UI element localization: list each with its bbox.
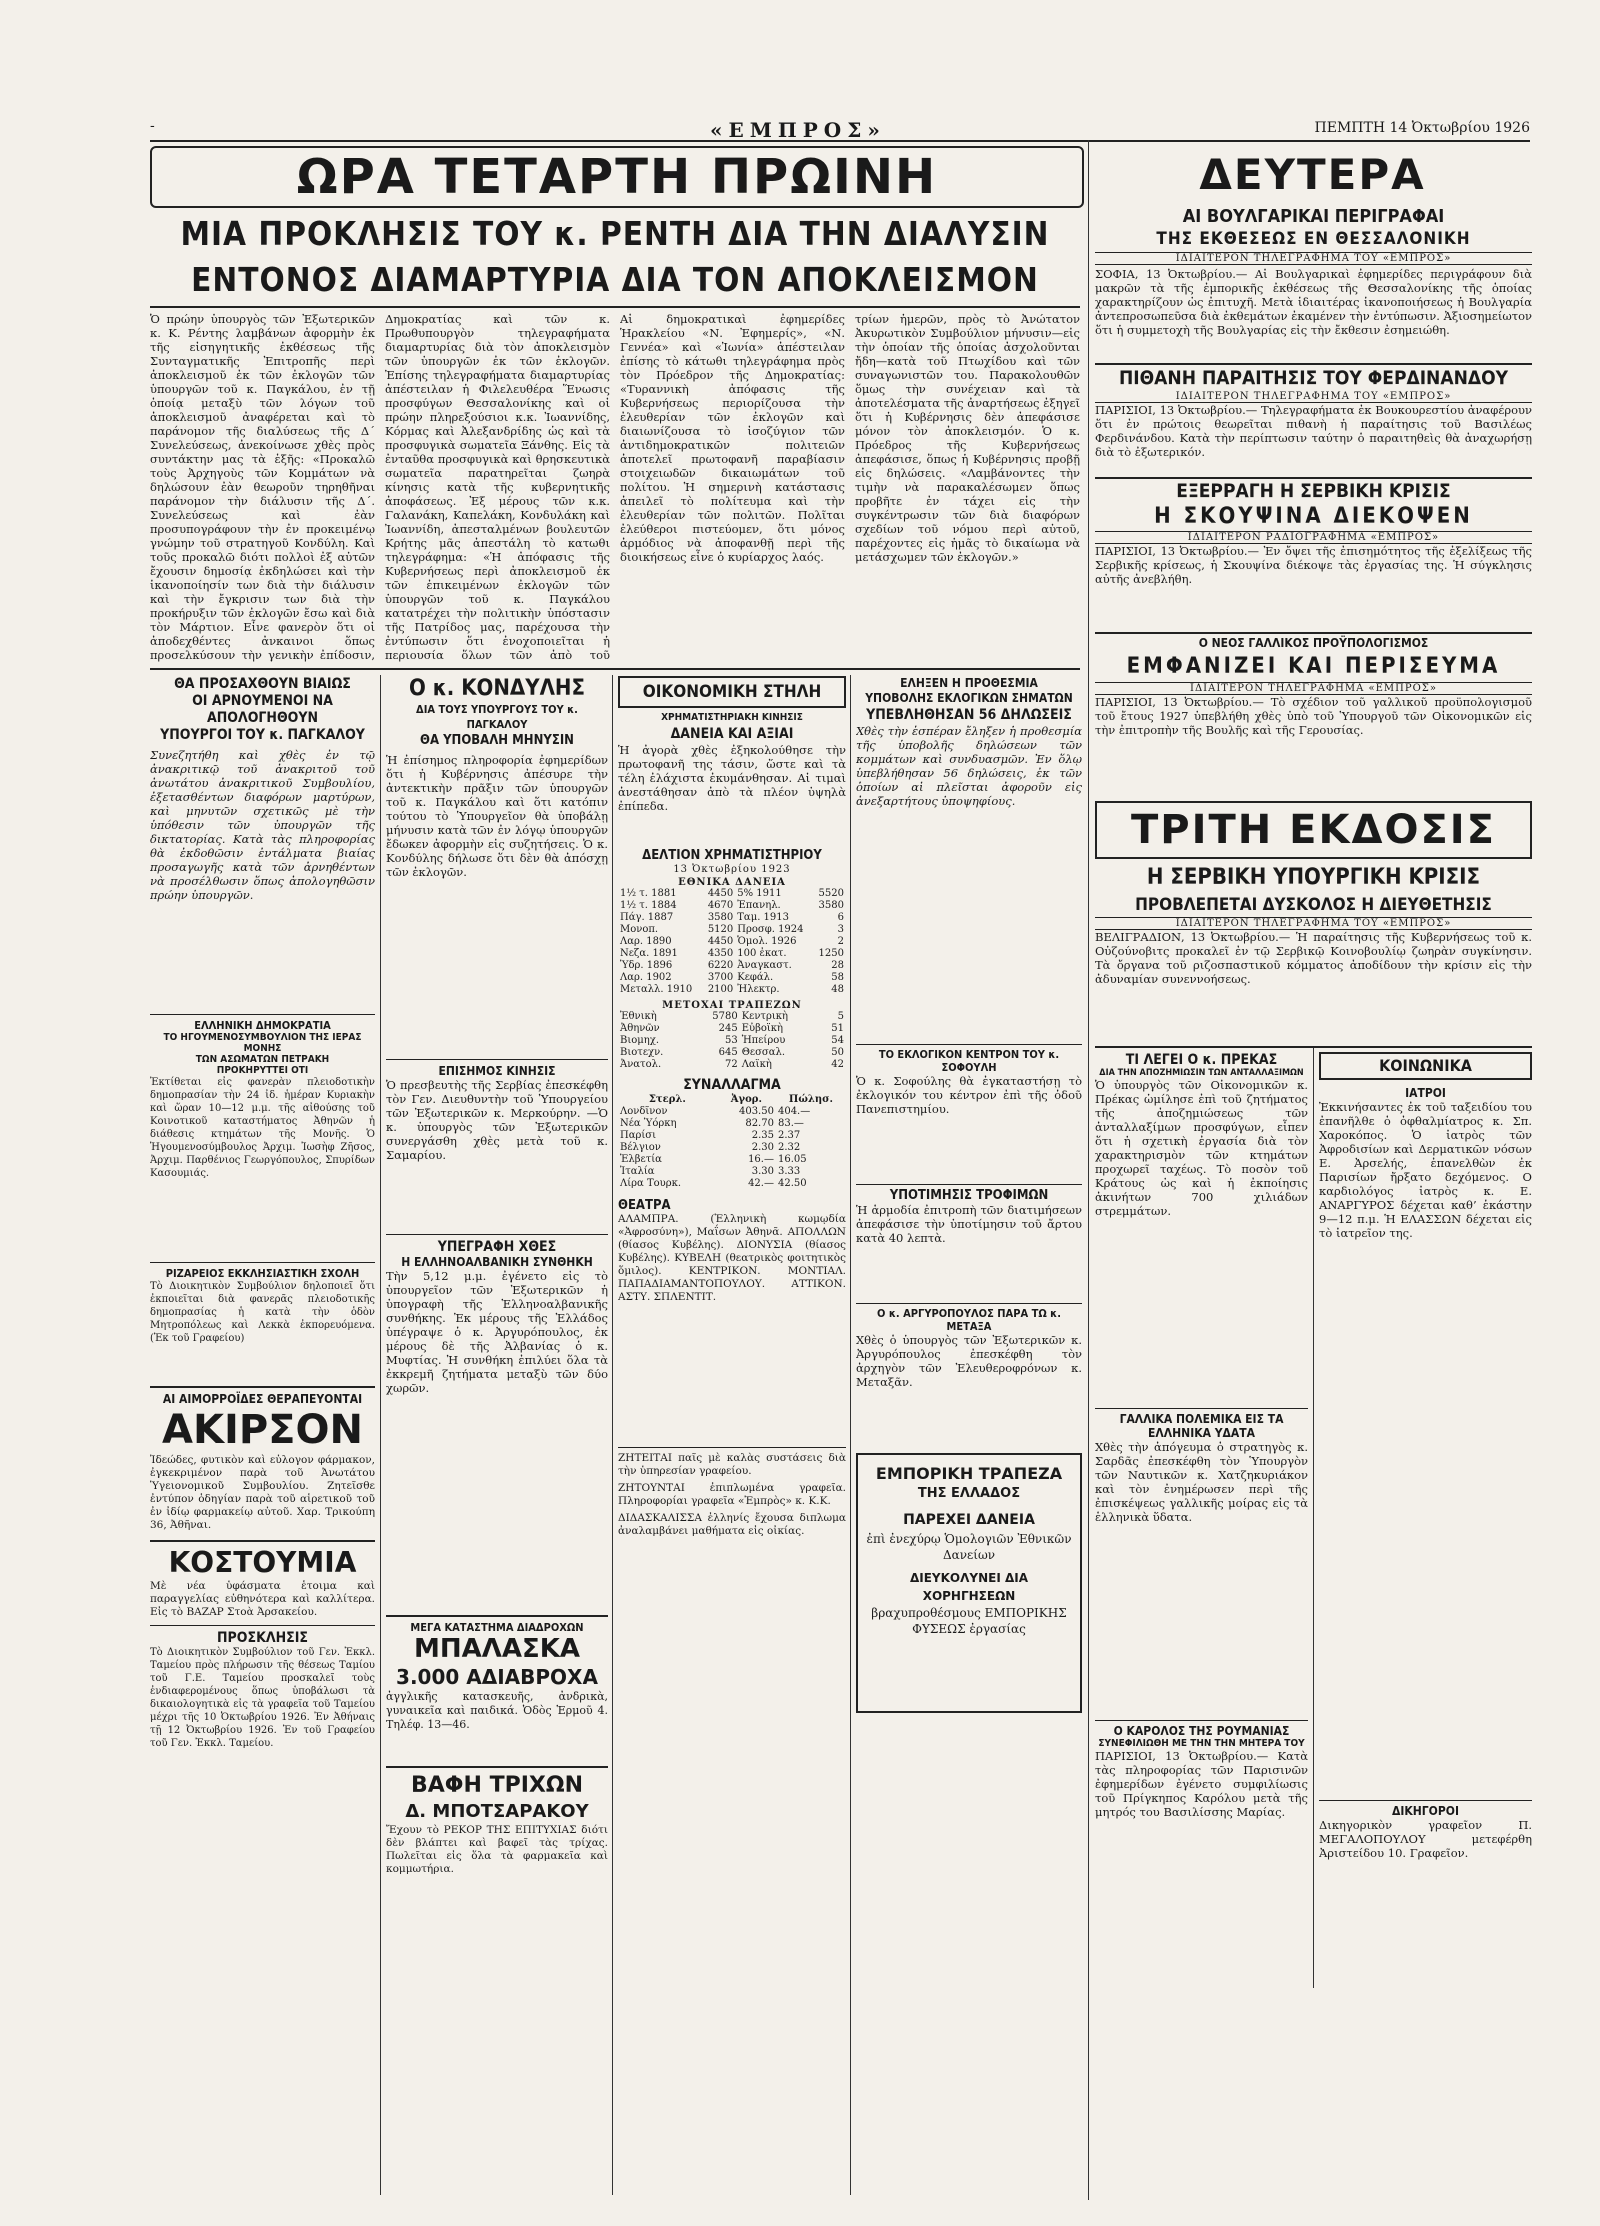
loan-row-cell: 100 ἐκατ. bbox=[737, 948, 787, 959]
share-row-cell: Θεσσαλ. bbox=[741, 1047, 786, 1058]
monastery-headline-2: ΤΟ ΗΓΟΥΜΕΝΟΣΥΜΒΟΥΛΙΟΝ ΤΗΣ ΙΕΡΑΣ ΜΟΝΗΣ bbox=[163, 1032, 362, 1054]
lawyers-text: Δικηγορικὸν γραφεῖον Π. ΜΕΓΑΛΟΠΟΥΛΟΥ μετεφέρθη Ἀριστείδου 10. Γραφεῖον. bbox=[1319, 1818, 1532, 1860]
serbian-difficult-headline: ΠΡΟΒΛΕΠΕΤΑΙ ΔΥΣΚΟΛΟΣ Η ΔΙΕΥΘΕΤΗΣΙΣ bbox=[1135, 895, 1492, 915]
deadline-text: Χθὲς τὴν ἑσπέραν ἔληξεν ἡ προθεσμία τῆς ὑποβολῆς δηλώσεων τῶν κομμάτων καὶ συνδυασμῶν. Ἐν ὅλῳ ὑπεβλήθησαν 56 δηλώσεις, ἐκ τῶν ὁποίων αἱ πλεῖσται ἀφοροῦν εἰς ἀνεξαρτήτους ὑποψηφίους. bbox=[856, 724, 1082, 808]
lead-bottom-rule bbox=[150, 668, 1080, 670]
loan-row bbox=[618, 948, 846, 960]
sofoulis-headline: ΤΟ ΕΚΛΟΓΙΚΟΝ ΚΕΝΤΡΟΝ ΤΟΥ κ. ΣΟΦΟΥΛΗ bbox=[856, 1044, 1082, 1074]
column-4-lower bbox=[856, 676, 1082, 2196]
bank-name-1: ΕΜΠΟΡΙΚΗ ΤΡΑΠΕΖΑ bbox=[875, 1464, 1063, 1483]
skupstina-headline: Η ΣΚΟΥΨΙΝΑ ΔΙΕΚΟΨΕΝ bbox=[1154, 504, 1473, 529]
loan-row-cell: 4350 bbox=[707, 948, 734, 959]
economics-text: Ἡ ἀγορὰ χθὲς ἐξηκολούθησε τὴν πρωτοφανῆ της τάσιν, ὥστε καὶ τὰ τέλη ἐλάχιστα ἐκυμάνθησαν. Αἱ τιμαὶ ἀνεστάθησαν ἀπὸ τὰ πλέον ὑψηλὰ ἐπίπεδα. bbox=[618, 743, 846, 813]
fx-row bbox=[618, 1154, 846, 1166]
loan-row bbox=[618, 912, 846, 924]
prekas-column bbox=[1095, 1052, 1308, 1982]
loan-row-cell: Λαρ. 1902 bbox=[620, 972, 672, 983]
kostoumia-text: Μὲ νέα ὑφάσματα ἑτοιμα καὶ παραγγελίας εὐθηνότερα καὶ καλλίτερα. Εἰς τὸ ΒΑΖΑΡ Στοὰ Ἀρσακείου. bbox=[150, 1580, 375, 1618]
fx-row-cell: 42.50 bbox=[777, 1178, 807, 1189]
serbian-crisis-headline: ΕΞΕΡΡΑΓΗ Η ΣΕΡΒΙΚΗ ΚΡΙΣΙΣ bbox=[1095, 477, 1532, 503]
third-edition-banner: ΤΡΙΤΗ ΕΚΔΟΣΙΣ bbox=[1095, 801, 1532, 859]
national-loans-table bbox=[618, 888, 846, 996]
second-edition-banner: ΔΕΥΤΕΡΑ bbox=[1199, 150, 1426, 199]
ferdinand-headline: ΠΙΘΑΝΗ ΠΑΡΑΙΤΗΣΙΣ ΤΟΥ ΦΕΡΔΙΝΑΝΔΟΥ bbox=[1095, 363, 1532, 391]
main-banner: ΩΡΑ ΤΕΤΑΡΤΗ ΠΡΩΙΝΗ bbox=[150, 146, 1084, 208]
share-row-cell: Ἀνατολ. bbox=[620, 1059, 662, 1070]
violence-text: Συνεζητήθη καὶ χθὲς ἐν τῷ ἀνακριτικῷ τοῦ ἀνακριτοῦ τοῦ ἀνωτάτου ἀνακριτικοῦ Συμβουλίου, ἐξετασθέντων διαφόρων μαρτύρων, καὶ μηνυτῶν σχετικῶς μὲ τὴν ὑπόθεσιν τῶν ὑπουργῶν τῆς δικτατορίας. Κατὰ τὰς πληροφορίας θὰ ἐκδοθῶσιν ἐντάλματα βιαίας προσαγωγῆς κατὰ τῶν ἀρνηθέντων νὰ προσέλθωσιν ὅπως ἀπολογηθῶσιν πρώην ὑπουργῶν. bbox=[150, 748, 375, 902]
share-row-cell: 51 bbox=[831, 1023, 844, 1034]
fx-row-cell: 3.30 bbox=[751, 1166, 774, 1177]
prekas-subheading: ΔΙΑ ΤΗΝ ΑΠΟΖΗΜΙΩΣΙΝ ΤΩΝ ΑΝΤΑΛΛΑΞΙΜΩΝ bbox=[1099, 1068, 1304, 1078]
right-lower-block bbox=[1095, 1046, 1532, 1988]
share-row-cell: 645 bbox=[718, 1047, 738, 1058]
share-row-cell: 245 bbox=[718, 1023, 738, 1034]
loan-row-cell: 58 bbox=[831, 972, 844, 983]
right-column bbox=[1095, 206, 1532, 2196]
share-row-cell: 5780 bbox=[712, 1011, 738, 1022]
treaty-headline-1: ΥΠΕΓΡΑΦΗ ΧΘΕΣ bbox=[437, 1239, 557, 1255]
fx-row-cell: 16.— bbox=[748, 1154, 774, 1165]
lead-headline-1: ΜΙΑ ΠΡΟΚΛΗΣΙΣ ΤΟΥ κ. ΡΕΝΤΗ ΔΙΑ ΤΗΝ ΔΙΑΛΥΣΙΝ bbox=[180, 214, 1050, 253]
fx-row bbox=[618, 1106, 846, 1118]
fx-row-cell: 83.— bbox=[777, 1118, 804, 1129]
classifieds bbox=[618, 1447, 846, 1538]
skupstina-source: ΙΔΙΑΙΤΕΡΟΝ ΡΑΔΙΟΓΡΑΦΗΜΑ «ΕΜΠΡΟΣ» bbox=[1095, 531, 1532, 544]
loan-row-cell: 4670 bbox=[707, 900, 734, 911]
bulgarian-headline-2: ΤΗΣ ΕΚΘΕΣΕΩΣ ΕΝ ΘΕΣΣΑΛΟΝΙΚΗ bbox=[1156, 229, 1471, 249]
social-column bbox=[1319, 1052, 1532, 1982]
official-movement-headline: ΕΠΙΣΗΜΟΣ ΚΙΝΗΣΙΣ bbox=[438, 1064, 556, 1078]
loan-row bbox=[618, 984, 846, 996]
loan-row-cell: Ὁμολ. 1926 bbox=[737, 936, 797, 947]
deadline-headline-1: ΕΛΗΞΕΝ Η ΠΡΟΘΕΣΜΙΑ bbox=[900, 676, 1038, 690]
column-3-economics bbox=[618, 676, 846, 2196]
french-budget-headline-1: Ο ΝΕΟΣ ΓΑΛΛΙΚΟΣ ΠΡΟΫΠΟΛΟΓΙΣΜΟΣ bbox=[1095, 632, 1532, 652]
monastery-headline-4: ΠΡΟΚΗΡΥΤΤΕΙ ΟΤΙ bbox=[216, 1065, 309, 1076]
koinonika-title: ΚΟΙΝΩΝΙΚΑ bbox=[1319, 1052, 1532, 1080]
right-inner-rule bbox=[1313, 1048, 1314, 1988]
treaty-article bbox=[386, 1234, 608, 1609]
kostoumia-headline: ΚΟΣΤΟΥΜΙΑ bbox=[168, 1546, 357, 1579]
kondylis-headline-1: Ο κ. ΚΟΝΔΥΛΗΣ bbox=[409, 676, 585, 701]
bank-offer: ΠΑΡΕΧΕΙ ΔΑΝΕΙΑ bbox=[903, 1512, 1035, 1528]
lead-rule bbox=[150, 306, 1080, 308]
fx-row bbox=[618, 1130, 846, 1142]
loan-row bbox=[618, 900, 846, 912]
theatres-title: ΘΕΑΤΡΑ bbox=[618, 1198, 671, 1213]
prosklisis-notice bbox=[150, 1625, 375, 1806]
loan-row-cell: 3580 bbox=[818, 900, 844, 911]
carol-headline: Ο ΚΑΡΟΛΟΣ ΤΗΣ ΡΟΥΜΑΝΙΑΣ bbox=[1095, 1720, 1308, 1738]
fx-row-cell: Ἰταλία bbox=[620, 1166, 655, 1177]
violence-headline-1: ΘΑ ΠΡΟΣΑΧΘΟΥΝ ΒΙΑΙΩΣ bbox=[174, 676, 351, 692]
loan-row-cell: Μεταλλ. 1910 bbox=[620, 984, 693, 995]
loan-row-cell: Λαρ. 1890 bbox=[620, 936, 672, 947]
commercial-bank-ad bbox=[856, 1453, 1082, 1713]
loan-row-cell: 48 bbox=[831, 984, 844, 995]
loan-row-cell: 3580 bbox=[707, 912, 734, 923]
loan-row-cell: 5520 bbox=[818, 888, 844, 899]
bulgarian-source: ΙΔΙΑΙΤΕΡΟΝ ΤΗΛΕΓΡΑΦΗΜΑ ΤΟΥ «ΕΜΠΡΟΣ» bbox=[1095, 252, 1532, 265]
share-row bbox=[618, 1059, 846, 1071]
fx-header-cell: Πώλησ. bbox=[788, 1094, 834, 1105]
french-budget-source: ΙΔΙΑΙΤΕΡΟΝ ΤΗΛΕΓΡΑΦΗΜΑ «ΕΜΠΡΟΣ» bbox=[1095, 682, 1532, 695]
theatres-text: ΑΛΑΜΠΡΑ. (Ἑλληνικὴ κωμῳδία «Ἀφροσύνη»), Μαΐσων Ἀθηνᾶ. ΑΠΟΛΛΩΝ (θίασος Κυβέλης). ΔΙΟΝΥΣΙΑ (θίασος Κυβέλης). ΚΥΒΕΛΗ (θεατρικὸς φοιτητικὸς ὅμιλος). ΚΕΝΤΡΙΚΟΝ. ΜΟΝΤΙΑΛ. ΠΑΠΑΔΙΑΜΑΝΤΟΠΟΥΛΟΥ. ΑΤΤΙΚΟΝ. ΑΣΤΥ. ΣΠΛΕΝΤΙΤ. bbox=[618, 1213, 846, 1303]
share-row-cell: 42 bbox=[831, 1059, 844, 1070]
classified-2: ΖΗΤΟΥΝΤΑΙ ἐπιπλωμένα γραφεῖα. Πληροφορίαι γραφεῖα «Ἐμπρὸς» κ. Κ.Κ. bbox=[618, 1482, 846, 1507]
loan-row bbox=[618, 936, 846, 948]
loan-row-cell: 6 bbox=[837, 912, 844, 923]
hair-dye-ad bbox=[386, 1766, 608, 1904]
fx-header-cell: Ἀγορ. bbox=[730, 1094, 762, 1105]
fx-row bbox=[618, 1142, 846, 1154]
bulgarian-text: ΣΟΦΙΑ, 13 Ὀκτωβρίου.— Αἱ Βουλγαρικαὶ ἐφημερίδες περιγράφουν διὰ μακρῶν τὰ τῆς ἐμπορικῆς ἐκθέσεως τῆς Θεσσαλονίκης τῆς ὁποίας χαρακτηρίζουν ὡς ἐπιτυχῆ. Μετὰ ἱδιαιτέρας ἱκανοποιήσεως ἡ Βουλγαρία ἀντεπροσωπεῦσα διὰ ἐκθεμάτων ἐκαμένεν τὴν ἐντύπωσιν. Ἀξιοσημείωτον ὅτι ἡ συμμετοχὴ τῆς Βουλγαρίας εἰς τὴν ἔκθεσιν ἐσημειώθη. bbox=[1095, 267, 1532, 337]
ferdinand-source: ΙΔΙΑΙΤΕΡΟΝ ΤΗΛΕΓΡΑΦΗΜΑ ΤΟΥ «ΕΜΠΡΟΣ» bbox=[1095, 391, 1532, 403]
bulgarian-headline-1: ΑΙ ΒΟΥΛΓΑΡΙΚΑΙ ΠΕΡΙΓΡΑΦΑΙ bbox=[1182, 206, 1445, 227]
share-row bbox=[618, 1047, 846, 1059]
share-row-cell: Εὐβοϊκὴ bbox=[741, 1023, 784, 1034]
prekas-text: Ὁ ὑπουργὸς τῶν Οἰκονομικῶν κ. Πρέκας ὡμίλησε ἐπὶ τοῦ ζητήματος τῆς ἀποζημιώσεως τῶν ἀνταλλαξίμων προσφύγων, εἶπεν ὅτι ἡ σχετικὴ ἐργασία διὰ τὸν χαρακτηρισμὸν τῶν κτημάτων προχωρεῖ ταχέως. Τὸ ποσὸν τοῦ Κράτους ὡς καὶ ἡ ἐκποίησις ἀκινήτων 700 χιλιάδων στρεμμάτων. bbox=[1095, 1078, 1308, 1218]
doctors-text: Ἐκκινήσαντες ἐκ τοῦ ταξειδίου του ἐπανῆλθε ὁ ὀφθαλμίατρος κ. Σπ. Χαροκόπος. Ὁ ἰατρὸς τῶν Ἀφροδισίων καὶ Δερματικῶν νόσων Ε. Ἀρσελής, ἐπανελθὼν ἐκ Παρισίων ἤρξατο δεχόμενος. Ο καρδιολόγος ἰατρὸς κ. Ε. ΑΝΑΡΓΥΡΟΣ δέχεται καθ’ ἑκάστην 9—12 π.μ. Ἡ ΕΛΑΣΣΩΝ δέχεται εἰς τὸ ἰατρεῖον της. bbox=[1319, 1100, 1532, 1240]
loan-row-cell: Νεζα. 1891 bbox=[620, 948, 678, 959]
loan-row-cell: 3700 bbox=[707, 972, 734, 983]
bank-shares-table bbox=[618, 1011, 846, 1071]
classified-1: ΖΗΤΕΙΤΑΙ παῖς μὲ καλὰς συστάσεις διὰ τὴν ὑπηρεσίαν γραφείου. bbox=[618, 1452, 846, 1477]
official-movement-text: Ὁ πρεσβευτὴς τῆς Σερβίας ἐπεσκέφθη τὸν Γεν. Διευθυντὴν τοῦ Ὑπουργείου τῶν Ἐξωτερικῶν κ. Μερκούρην. —Ὁ κ. ὑπουργὸς τῶν Ἐξωτερικῶν συνεργάσθη χθὲς μετὰ τοῦ κ. Σαμαρίου. bbox=[386, 1078, 608, 1162]
bank-shares-title: ΜΕΤΟΧΑΙ ΤΡΑΠΕΖΩΝ bbox=[662, 1000, 802, 1011]
lead-column-4: τρίων ἡμερῶν, πρὸς τὸ Ἀνώτατον Ἀκυρωτικὸν Συμβούλιον μήνυσιν—εἰς τὴν ὁποίαν τῆς ὁποίας ἀσχολοῦνται ἤδη—κατὰ τοῦ Πτωχίδου καὶ τῶν συναγωνιστῶν του. Παρακολουθῶν ὅμως τὴν συνέχειαν καὶ τὰ ἀποτελέσματα τῆς ἀναρτήσεως ἐξηγεῖ ὅτι ἡ Κυβέρνησις δὲν ἀπεφάσισε μόνον τὸν ἀποκλεισμόν. Ὁ κ. Πρόεδρος τῆς Κυβερνήσεως ἀπεφάσισε, ὅπως ἡ Κυβέρνησις προβῇ εἰς δηλώσεις. «Λαμβάνοντες τὴν τιμὴν νὰ παρακαλέσωμεν ὅπως προβῆτε ἐν τάχει εἰς τὴν συγκέντρωσιν τῶν διὰ διαφόρων σχεδίων τοῦ νόμου περὶ αὐτοῦ, παρέχοντες εἰς ἡμᾶς τὸ δικαίωμα νὰ μετάσχωμεν τῶν ἐκλογῶν.» bbox=[855, 312, 1080, 564]
prosklisis-text: Τὸ Διοικητικὸν Συμβούλιον τοῦ Γεν. Ἐκκλ. Ταμείου πρὸς πλήρωσιν τῆς θέσεως Ταμίου τοῦ Γ.Ε. Ταμείου προσκαλεῖ τοὺς ἐνδιαφερομένους ὅπως ὑποβάλωσι τὰ δικαιολογητικὰ εἰς τὰ γραφεῖα τοῦ Ταμείου μέχρι τῆς 10 Ὀκτωβρίου 1926. Ἐν Ἀθήναις τῇ 12 Ὀκτωβρίου 1926. Ἐν τοῦ Γραφείου τοῦ Γεν. Ἐκκλ. Ταμείου. bbox=[150, 1647, 375, 1749]
share-row-cell: Λαϊκὴ bbox=[741, 1059, 772, 1070]
bank-short-term: βραχυπροθέσμους ΕΜΠΟΡΙΚΗΣ ΦΥΣΕΩΣ ἐργασίας bbox=[871, 1606, 1067, 1636]
loan-row-cell: 2 bbox=[837, 936, 844, 947]
loan-row bbox=[618, 960, 846, 972]
prekas-headline: ΤΙ ΛΕΓΕΙ Ο κ. ΠΡΕΚΑΣ bbox=[1125, 1052, 1278, 1068]
column-2-lower bbox=[386, 676, 608, 2196]
french-budget-text: ΠΑΡΙΣΙΟΙ, 13 Ὀκτωβρίου.— Τὸ σχέδιον τοῦ γαλλικοῦ προϋπολογισμοῦ τοῦ ἔτους 1927 ὑπεβλήθη χθὲς ὑπὸ τοῦ Ὑπουργοῦ τῶν Οἰκονομικῶν εἰς τὴν ἐπιτροπὴν τῆς Βουλῆς καὶ τῆς Γερουσίας. bbox=[1095, 695, 1532, 737]
loan-row-cell: Ἀναγκαστ. bbox=[737, 960, 792, 971]
share-row-cell: Ἐθνικὴ bbox=[620, 1011, 657, 1022]
balaska-headline-2: ΜΠΑΛΑΣΚΑ bbox=[413, 1634, 581, 1664]
column-1-lower bbox=[150, 676, 375, 2196]
lead-column-1: Ὁ πρώην ὑπουργὸς τῶν Ἐξωτερικῶν κ. Κ. Ρέντης λαμβάνων ἀφορμὴν ἐκ τῆς εἰσηγητικῆς ἐκθέσεως τῆς Συνταγματικῆς Ἐπιτροπῆς περὶ ἀποκλεισμοῦ ἐκ τῶν ἐκλογῶν τῶν ὑπουργῶν τοῦ κ. Παγκάλου, ἐν τῇ ὁποίᾳ μεταξὺ τῶν λόγων τοῦ ἀποκλεισμοῦ ἀναφέρεται καὶ τὸ παράνομον τῆς διαλύσεως τῆς Δ΄ Συνελεύσεως, ἀνεκοίνωσε χθὲς πρὸς συντάκτην μας τὰ ἑξῆς: «Προκαλῶ τοὺς Ἀρχηγοὺς τῶν Κομμάτων νὰ δηλώσουν ἐὰν θεωροῦν τηρηθῆναι παράνομον τὴν διάλυσιν τῆς Δ΄. Συνελεύσεως καὶ ἐὰν προσυπογράφουν τὴν ἐν προκειμένῳ γνώμην τοῦ στρατηγοῦ Κονδύλη. Καὶ τοῦς προκαλῶ διότι πολλοὶ ἐξ αὐτῶν ἔχουσιν δημοσίᾳ ἐκδηλώσει καὶ τὴν ἱκανοποίησίν των διὰ τὴν διάλυσιν καὶ τὴν ἔγκρισιν των διὰ τὴν προκήρυξιν τῶν ἐκλογῶν ἔσω καὶ διὰ τὸν Μάρτιον. Εἶνε φανερὸν ὅτι οἱ ἀποδεχθέντες ἀνκαινοι ὅπως προσελκύσουν τὴν γενικὴν ἐπίδοσιν, bbox=[150, 312, 375, 662]
sofoulis-text: Ὁ κ. Σοφούλης θὰ ἐγκαταστήσῃ τὸ ἐκλογικόν του κέντρον ἐπὶ τῆς ὁδοῦ Πανεπιστημίου. bbox=[856, 1074, 1082, 1116]
fx-row-cell: 2.35 bbox=[751, 1130, 774, 1141]
deadline-headline-3: ΥΠΕΒΛΗΘΗΣΑΝ 56 ΔΗΛΩΣΕΙΣ bbox=[866, 707, 1072, 723]
fx-row bbox=[618, 1166, 846, 1178]
fx-header-cell: Στερλ. bbox=[648, 1094, 686, 1105]
school-text: Τὸ Διοικητικὸν Συμβούλιον δηλοποιεῖ ὅτι ἐκποιεῖται διὰ φανερᾶς πλειοδοτικῆς δημοπρασίας ἡ κατὰ τὴν ὁδὸν Μητροπόλεως καὶ Λεκκὰ ἐκπορευόμενα. (Ἐκ τοῦ Γραφείου) bbox=[150, 1281, 375, 1344]
carol-subheading: ΣΥΝΕΦΙΛΙΩΘΗ ΜΕ ΤΗΝ ΤΗΝ ΜΗΤΕΡΑ ΤΟΥ bbox=[1098, 1738, 1305, 1749]
kondylis-headline-3: ΘΑ ΥΠΟΒΑΛΗ ΜΗΝΥΣΙΝ bbox=[420, 733, 574, 748]
column-rule-1 bbox=[380, 675, 381, 2195]
economics-subheading: ΧΡΗΜΑΤΙΣΤΗΡΙΑΚΗ ΚΙΝΗΣΙΣ bbox=[661, 712, 803, 723]
fx-row-cell: Ἑλβετία bbox=[620, 1154, 662, 1165]
akirson-top: ΑΙ ΑΙΜΟΡΡΟΪΔΕΣ ΘΕΡΑΠΕΥΟΝΤΑΙ bbox=[162, 1392, 363, 1406]
ferdinand-text: ΠΑΡΙΣΙΟΙ, 13 Ὀκτωβρίου.— Τηλεγραφήματα ἐκ Βουκουρεστίου ἀναφέρουν ὅτι ἐν πρώτοις θεωρεῖται πιθανὴ ἡ παραίτησις τοῦ Βασιλέως Φερδινάνδου. Κατὰ τὴν περίπτωσιν ταύτην ὁ παραιτηθεὶς θὰ ἀναχωρήσῃ διὰ τὸ ἐξωτερικόν. bbox=[1095, 403, 1532, 459]
balaska-text: ἀγγλικῆς κατασκευῆς, ἀνδρικὰ, γυναικεῖα καὶ παιδικά. Ὁδὸς Ἑρμοῦ 4. Τηλέφ. 13—46. bbox=[386, 1690, 608, 1731]
loan-row-cell: Ταμ. 1913 bbox=[737, 912, 789, 923]
food-prices-text: Ἡ ἁρμοδία ἐπιτροπὴ τῶν διατιμήσεων ἀπεφάσισε τὴν ὑποτίμησιν τοῦ ἄρτου κατὰ 40 λεπτὰ. bbox=[856, 1203, 1082, 1245]
share-row-cell: 53 bbox=[724, 1035, 738, 1046]
loan-row-cell: Ὑδρ. 1896 bbox=[620, 960, 673, 971]
fx-row-cell: 82.70 bbox=[745, 1118, 774, 1129]
french-budget-headline-2: ΕΜΦΑΝΙΖΕΙ ΚΑΙ ΠΕΡΙΣΕΥΜΑ bbox=[1126, 654, 1501, 679]
column-rule-3 bbox=[850, 675, 851, 2195]
loan-row-cell: 1250 bbox=[818, 948, 844, 959]
loan-row-cell: 3 bbox=[837, 924, 844, 935]
hair-dye-text: Ἔχουν τὸ ΡΕΚΟΡ ΤΗΣ ΕΠΙΤΥΧΙΑΣ διότι δὲν βλάπτει καὶ βαφεῖ τὰς τρίχας. Πωλεῖται εἰς ὅλα τὰ φαρμακεῖα καὶ κομμωτήρια. bbox=[386, 1824, 608, 1875]
loan-row-cell: 4450 bbox=[707, 888, 734, 899]
fx-row-cell: 403.50 bbox=[738, 1106, 774, 1117]
fx-row-cell: 2.37 bbox=[777, 1130, 801, 1141]
loan-row-cell: 28 bbox=[831, 960, 844, 971]
fx-row bbox=[618, 1178, 846, 1190]
akirson-text: Ἰδεώδες, φυτικὸν καὶ εὐλογον φάρμακον, ἐγκεκριμένον παρὰ τοῦ Ἀνωτάτου Ὑγειονομικοῦ Συμβουλίου. Ζητεῖσθε ἐντύπον ὁδηγίαν παρὰ τοῦ αἱρετικοῦ τοῦ ἐν ἰδίῳ φαρμακείῳ αὐτοῦ. Χαρ. Τρικούπη 36, Ἀθῆναι. bbox=[150, 1454, 375, 1531]
bank-name-2: ΤΗΣ ΕΛΛΑΔΟΣ bbox=[917, 1486, 1021, 1501]
prosklisis-headline: ΠΡΟΣΚΛΗΣΙΣ bbox=[216, 1630, 309, 1646]
exchange-title: ΣΥΝΑΛΛΑΓΜΑ bbox=[683, 1077, 781, 1093]
violence-headline-2: ΟΙ ΑΡΝΟΥΜΕΝΟΙ ΝΑ ΑΠΟΛΟΓΗΘΟΥΝ bbox=[192, 693, 333, 726]
loan-row-cell: 5% 1911 bbox=[737, 888, 782, 899]
french-warships-headline: ΓΑΛΛΙΚΑ ΠΟΛΕΜΙΚΑ ΕΙΣ ΤΑ ΕΛΛΗΝΙΚΑ ΥΔΑΤΑ bbox=[1095, 1408, 1308, 1440]
loan-row bbox=[618, 888, 846, 900]
fx-row bbox=[618, 1118, 846, 1130]
share-row-cell: Κεντρικὴ bbox=[741, 1011, 789, 1022]
lead-column-3: Αἱ δημοκρατικαὶ ἐφημερίδες Ἡρακλείου «Ν. Ἐφημερίς», «Ν. Γεννέα» καὶ «Ἰωνία» ἀπέστειλαν ἐπίσης τὸ κάτωθι τηλεγράφημα πρὸς τὸν Πρόεδρον τῆς Δημοκρατίας: «Τυραννικὴ ἀπόφασις τῆς Κυβερνήσεως περιορίζουσα τὴν ἐλευθερίαν τῶν ἐκλογῶν καὶ διαιωνίζουσα τὸ ἰσοζύγιον τῶν ἀντιδημοκρατικῶν πολιτειῶν ἀποτελεῖ πρωτοφανῆ παραβίασιν στοιχειωδῶν δικαιωμάτων τοῦ πολίτου. Ἡ σημερινὴ κατάστασις ἀπειλεῖ τὸ πολίτευμα καὶ τὴν ἐλευθερίαν τῶν πολιτῶν. Πολῖται ἐλεύθεροι πιστεύομεν, ὅτι μόνος ἀρμόδιος νὰ ἀποφανθῇ περὶ τῆς διοικήσεως εἶνε ὁ κυρίαρχος λαός. bbox=[620, 312, 845, 564]
fx-row-cell: 42.— bbox=[748, 1178, 774, 1189]
official-movement bbox=[386, 1059, 608, 1228]
fx-row-cell: 404.— bbox=[777, 1106, 811, 1117]
lead-headline-2: ΕΝΤΟΝΟΣ ΔΙΑΜΑΡΤΥΡΙΑ ΔΙΑ ΤΟΝ ΑΠΟΚΛΕΙΣΜΟΝ bbox=[191, 260, 1039, 299]
loan-row-cell: 2100 bbox=[707, 984, 734, 995]
hair-dye-headline-2: Δ. ΜΠΟΤΣΑΡΑΚΟΥ bbox=[405, 1801, 589, 1822]
kondylis-text: Ἡ ἐπίσημος πληροφορία ἐφημερίδων ὅτι ἡ Κυβέρνησις ἀπέσυρε τὴν ἀντεκτικὴν πρᾶξιν τῶν ὑπουργῶν τοῦ κ. Παγκάλου καὶ ὅτι κατόπιν τούτου τὸ Ὑπουργεῖον θὰ ὑποβάλῃ μήνυσιν κατὰ τῶν ἐν λόγῳ ὑπουργῶν ἔδωκεν ἀφορμὴν εἰς συζητήσεις. Ὁ κ. Κονδύλης δήλωσε ὅτι δὲν θὰ ἀπόσχῃ τῶν ἐκλογῶν. bbox=[386, 753, 608, 879]
loan-row-cell: Ἠλεκτρ. bbox=[737, 984, 780, 995]
classified-3: ΔΙΔΑΣΚΑΛΙΣΣΑ ἐλληνίς ἔχουσα διπλωμα ἀναλαμβάνει μαθήματα εἰς οἰκίας. bbox=[618, 1512, 846, 1537]
loan-row-cell: 4450 bbox=[707, 936, 734, 947]
fx-row-cell: 16.05 bbox=[777, 1154, 807, 1165]
newspaper-title: «ΕΜΠΡΟΣ» bbox=[710, 118, 886, 142]
argyropoulos-headline: Ο κ. ΑΡΓΥΡΟΠΟΥΛΟΣ ΠΑΡΑ ΤΩ κ. ΜΕΤΑΞΑ bbox=[856, 1303, 1082, 1333]
loan-row bbox=[618, 924, 846, 936]
economics-headline: ΔΑΝΕΙΑ ΚΑΙ ΑΞΙΑΙ bbox=[670, 726, 794, 742]
carol-text: ΠΑΡΙΣΙΟΙ, 13 Ὀκτωβρίου.— Κατὰ τὰς πληροφορίας τῶν Παρισινῶν ἐφημερίδων ἐγένετο συμφιλίωσις τοῦ Πρίγκηπος Καρόλου μετὰ τῆς μητρός του Βασιλίσσης Μαρίας. bbox=[1095, 1749, 1308, 1819]
fx-row-cell: Παρίσι bbox=[620, 1130, 657, 1141]
balaska-headline-3: 3.000 ΑΔΙΑΒΡΟΧΑ bbox=[396, 1665, 598, 1689]
akirson-ad bbox=[150, 1386, 375, 1534]
national-loans-title: ΕΘΝΙΚΑ ΔΑΝΕΙΑ bbox=[678, 877, 786, 888]
serbian-text: ΒΕΛΙΓΡΑΔΙΟΝ, 13 Ὀκτωβρίου.— Ἡ παραίτησις τῆς Κυβερνήσεως τοῦ κ. Οὐζούνοβιτς προκαλεῖ ἐν τῷ Σερβικῷ Κοινοβουλίῳ ζωηρὰν συγκίνησιν. Τὰ ὄργανα τοῦ ριζοσπαστικοῦ κόμματος ἀποδίδουν τὴν κρίσιν εἰς τὴν ἀδυναμίαν συνεννοήσεως. bbox=[1095, 930, 1532, 986]
hair-dye-headline-1: ΒΑΦΗ ΤΡΙΧΩΝ bbox=[411, 1773, 583, 1798]
loan-row-cell: 5120 bbox=[707, 924, 734, 935]
loan-row bbox=[618, 972, 846, 984]
food-prices-headline: ΥΠΟΤΙΜΗΣΙΣ ΤΡΟΦΙΜΩΝ bbox=[856, 1184, 1082, 1203]
school-headline: ΡΙΖΑΡΕΙΟΣ ΕΚΚΛΗΣΙΑΣΤΙΚΗ ΣΧΟΛΗ bbox=[165, 1267, 360, 1280]
school-notice bbox=[150, 1262, 375, 1380]
loan-row-cell: Πάγ. 1887 bbox=[620, 912, 674, 923]
loan-row-cell: Ἐπανηλ. bbox=[737, 900, 781, 911]
exchange-table bbox=[618, 1093, 846, 1190]
monastery-headline-1: ΕΛΛΗΝΙΚΗ ΔΗΜΟΚΡΑΤΙΑ bbox=[194, 1019, 331, 1032]
loan-row-cell: Προσφ. 1924 bbox=[737, 924, 804, 935]
fx-row-cell: 3.33 bbox=[777, 1166, 801, 1177]
monastery-notice bbox=[150, 1014, 375, 1256]
kondylis-headline-2: ΔΙΑ ΤΟΥΣ ΥΠΟΥΡΓΟΥΣ ΤΟΥ κ. ΠΑΓΚΑΛΟΥ bbox=[416, 703, 578, 731]
lawyers-title: ΔΙΚΗΓΟΡΟΙ bbox=[1319, 1800, 1532, 1818]
loan-row-cell: 6220 bbox=[707, 960, 734, 971]
share-row-cell: 50 bbox=[831, 1047, 844, 1058]
fx-row-cell: Λίρα Τουρκ. bbox=[620, 1178, 682, 1189]
serbian-source: ΙΔΙΑΙΤΕΡΟΝ ΤΗΛΕΓΡΑΦΗΜΑ ΤΟΥ «ΕΜΠΡΟΣ» bbox=[1095, 917, 1532, 930]
fx-row-cell: Νέα Ὑόρκη bbox=[620, 1118, 677, 1129]
share-row bbox=[618, 1011, 846, 1023]
share-row-cell: Ἀθηνῶν bbox=[620, 1023, 660, 1034]
share-row-cell: Βιοτεχν. bbox=[620, 1047, 664, 1058]
share-row-cell: Ἠπείρου bbox=[741, 1035, 786, 1046]
deadline-headline-2: ΥΠΟΒΟΛΗΣ ΕΚΛΟΓΙΚΩΝ ΣΗΜΑΤΩΝ bbox=[865, 691, 1073, 705]
issue-date: ΠΕΜΠΤΗ 14 Ὀκτωβρίου 1926 bbox=[1314, 120, 1530, 136]
fx-row-cell: Βέλγιον bbox=[620, 1142, 661, 1153]
economics-banner: ΟΙΚΟΝΟΜΙΚΗ ΣΤΗΛΗ bbox=[618, 676, 846, 708]
share-row bbox=[618, 1023, 846, 1035]
balaska-ad bbox=[386, 1615, 608, 1760]
fx-row-cell: Λονδῖνον bbox=[620, 1106, 668, 1117]
share-row-cell: 72 bbox=[724, 1059, 738, 1070]
column-rule-right bbox=[1088, 140, 1089, 2200]
doctors-title: ΙΑΤΡΟΙ bbox=[1405, 1086, 1446, 1100]
fx-row-cell: 2.32 bbox=[777, 1142, 801, 1153]
share-row-cell: Βιομηχ. bbox=[620, 1035, 660, 1046]
serbian-ministerial-headline: Η ΣΕΡΒΙΚΗ ΥΠΟΥΡΓΙΚΗ ΚΡΙΣΙΣ bbox=[1146, 865, 1481, 890]
bulletin-title: ΔΕΛΤΙΟΝ ΧΡΗΜΑΤΙΣΤΗΡΙΟΥ bbox=[642, 848, 822, 863]
skupstina-text: ΠΑΡΙΣΙΟΙ, 13 Ὀκτωβρίου.— Ἐν ὄψει τῆς ἐπισημότητος τῆς ἐξελίξεως τῆς Σερβικῆς κρίσεως, ἡ Σκουψίνα διέκοψε τὰς ἐργασίας της. Ἡ σύγκλησις αὐτῆς ἀνεβλήθη. bbox=[1095, 544, 1532, 586]
kostoumia-ad bbox=[150, 1540, 375, 1619]
bank-collateral: ἐπὶ ἐνεχύρῳ Ὁμολογιῶν Ἐθνικῶν Δανείων bbox=[866, 1532, 1072, 1562]
treaty-text: Τὴν 5,12 μ.μ. ἐγένετο εἰς τὸ ὑπουργεῖον τῶν Ἐξωτερικῶν ἡ ὑπογραφὴ τῆς Ἑλληνοαλβανικῆς συνθήκης. Ἐκ μέρους τῆς Ἑλλάδος ὑπέγραψε ὁ κ. Ἀργυρόπουλος, ἐκ μέρους δὲ τῆς Ἀλβανίας ὁ κ. Μυφτίας. Ἡ συνθήκη ἐπιλύει ὅλα τὰ ἐκκρεμῆ ζητήματα μεταξὺ τῶν δύο χωρῶν. bbox=[386, 1269, 608, 1395]
violence-headline-3: ΥΠΟΥΡΓΟΙ ΤΟΥ κ. ΠΑΓΚΑΛΟΥ bbox=[160, 727, 365, 743]
share-row-cell: 54 bbox=[831, 1035, 844, 1046]
treaty-headline-2: Η ΕΛΛΗΝΟΑΛΒΑΝΙΚΗ ΣΥΝΘΗΚΗ bbox=[401, 1255, 593, 1269]
lead-column-2: Δημοκρατίας καὶ τῶν κ. Πρωθυπουργὸν τηλεγραφήματα διαμαρτυρίας διὰ τὸν ἀποκλεισμὸν τῶν ὑπουργῶν ἐκ τῶν ἐκλογῶν. Ἐπίσης τηλεγραφήματα διαμαρτυρίας ἀπέστειλαν ἡ Φιλελευθέρα Ἕνωσις προσφύγων Θεσσαλονίκης καὶ οἱ πρώην πληρεξούσιοι κ.κ. Ἰωαννίδης, Κόρμας καὶ Ἀλεξανδρίδης ὡς καὶ τὰ προσφυγικὰ σωματεῖα Ξάνθης. Εἰς τὰ ἐνταῦθα προσφυγικὰ καὶ θρησκευτικὰ σωματεῖα παρατηρεῖται ζωηρὰ κίνησις κατὰ τῆς κυβερνητικῆς ἀποφάσεως. Ἐξ μέρους τῶν κ.κ. Γαλανάκη, Καπελάκη, Κονδυλάκη καὶ Ἰωαννίδη, ἀπεσταλμένων βουλευτῶν Κρήτης μᾶς ἀπεστάλη τὸ κατωθι τηλεγράφημα: «Ἡ ἀπόφασις τῆς Κυβερνήσεως περὶ ἀποκλεισμοῦ ἐκ τῶν ἐπικειμένων ἐκλογῶν τῶν ὑπουργῶν τοῦ κ. Παγκάλου κατατρέχει τὴν πολιτικὴν ὑπόστασιν τῆς Πατρίδος μας, παρέχουσα τὴν ἐντύπωσιν ὅτι ἐνοχοποιεῖται ἡ περιουσία ὅλων τῶν ἀπὸ τοῦ bbox=[385, 312, 610, 662]
french-warships-text: Χθὲς τὴν ἀπόγευμα ὁ στρατηγὸς κ. Σαρδᾶς ἐπεσκέφθη τὸν Ὑπουργὸν τῶν Ναυτικῶν κ. Χατζηκυριάκον καὶ τὸν ἐνημέρωσεν περὶ τῆς ἐπισκέψεως γαλλικῆς μοίρας εἰς τὰ ἑλληνικὰ ὕδατα. bbox=[1095, 1440, 1308, 1524]
akirson-name: ΑΚΙΡΣΟΝ bbox=[162, 1407, 363, 1453]
share-row bbox=[618, 1035, 846, 1047]
balaska-headline-1: ΜΕΓΑ ΚΑΤΑΣΤΗΜΑ ΔΙΑΔΡΟΧΩΝ bbox=[410, 1621, 584, 1634]
monastery-text: Ἐκτίθεται εἰς φανερὰν πλειοδοτικὴν δημοπρασίαν τὴν 24 ἰδ. ἡμέραν Κυριακὴν καὶ ὥραν 10—12 μ.μ. τῆς αἰθούσης τοῦ Κοινοτικοῦ καταστήματος Ἀθηνῶν ἡ διάθεσις κτημάτων τῆς Μονῆς. Ὁ Ἡγουμενοσύμβουλος Ἀρχιμ. Ἰωσὴφ Ζῆσος, Ἀρχιμ. Παρθένιος Γεωργόπουλος, Σπυρίδων Κασουμιάς. bbox=[150, 1077, 375, 1179]
loan-row-cell: 1½ τ. 1884 bbox=[620, 900, 677, 911]
share-row-cell: 5 bbox=[837, 1011, 844, 1022]
masthead-dash: - bbox=[150, 118, 155, 134]
loan-row-cell: Κεφάλ. bbox=[737, 972, 774, 983]
monastery-headline-3: ΤΩΝ ΑΣΩΜΑΤΩΝ ΠΕΤΡΑΚΗ bbox=[195, 1054, 330, 1065]
argyropoulos-text: Χθὲς ὁ ὑπουργὸς τῶν Ἐξωτερικῶν κ. Ἀργυρόπουλος ἐπεσκέφθη τὸν ἀρχηγὸν τῶν Ἐλευθεροφρόνων κ. Μεταξᾶν. bbox=[856, 1333, 1082, 1389]
column-rule-2 bbox=[612, 675, 613, 2195]
loan-row-cell: 1½ τ. 1881 bbox=[620, 888, 677, 899]
masthead bbox=[150, 118, 1530, 142]
bank-facilitates: ΔΙΕΥΚΟΛΥΝΕΙ ΔΙΑ ΧΟΡΗΓΗΣΕΩΝ bbox=[909, 1571, 1029, 1603]
bulletin-date: 13 Ὀκτωβρίου 1923 bbox=[673, 864, 791, 875]
loan-row-cell: Μονοπ. bbox=[620, 924, 659, 935]
fx-row-cell: 2.30 bbox=[751, 1142, 774, 1153]
